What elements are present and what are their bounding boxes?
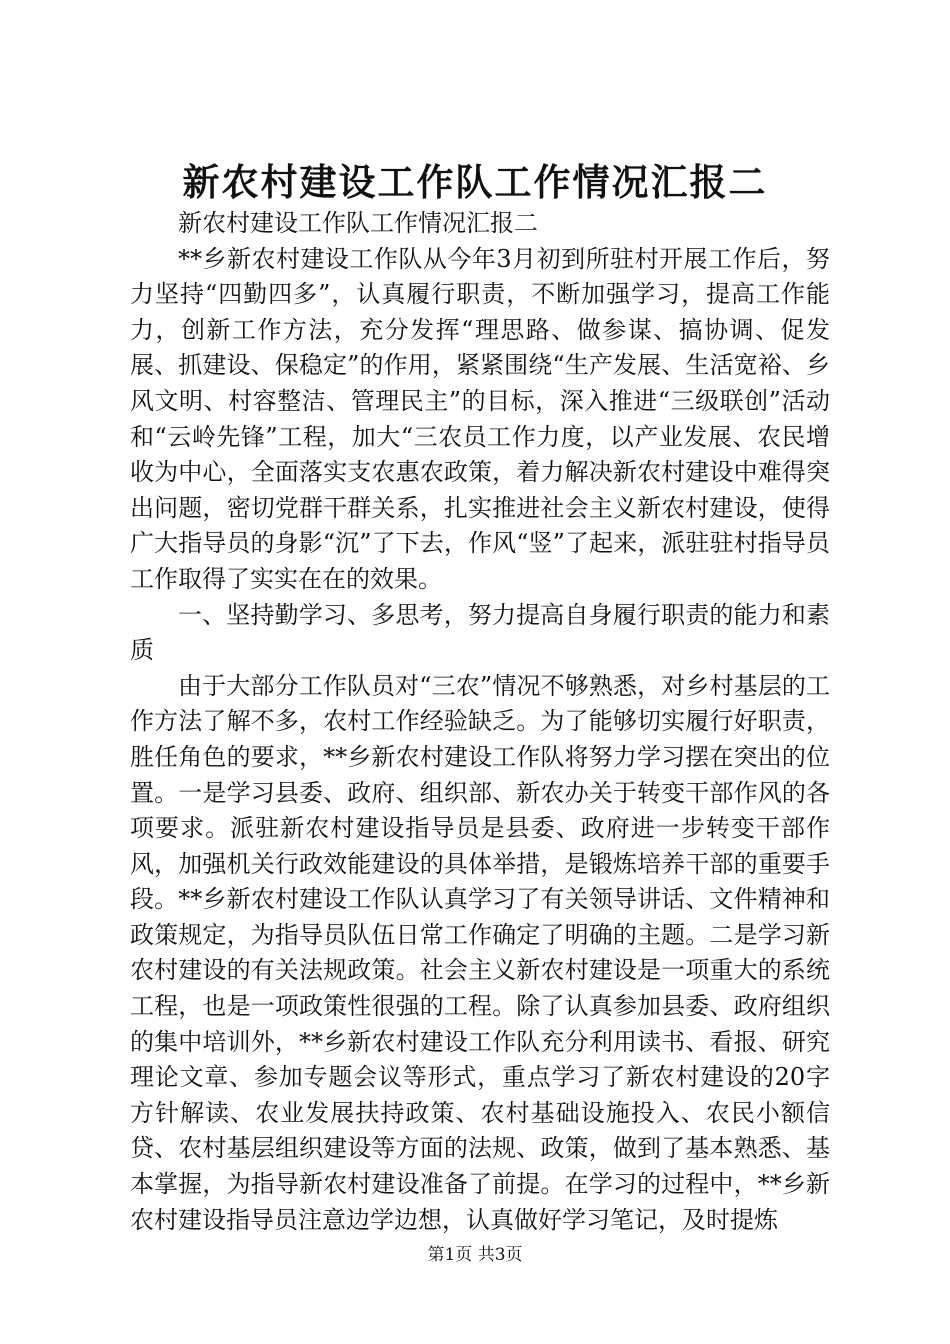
intro-paragraph: **乡新农村建设工作队从今年3月初到所驻村开展工作后，努力坚持“四勤四多”，认真履行职责，不断加强学习，提高工作能力，创新工作方法，充分发挥“理思路、做参谋、搞协调、促发展、抓建设、保稳定”的作用，紧紧围绕“生产发展、生活宽裕、乡风文明、村容整洁、管理民主”的目标，深入推进“三级联创”活动和“云岭先锋”工程，加大“三农员工作力度，以产业发展、农民增收为中心，全面落实支农惠农政策，着力解决新农村建设中难得突出问题，密切党群干群关系，扎实推进社会主义新农村建设，使得广大指导员的身影“沉”了下去，作风“竖”了起来，派驻驻村指导员工作取得了实实在在的效果。 [130,244,830,593]
section-paragraph: 由于大部分工作队员对“三农”情况不够熟悉，对乡村基层的工作方法了解不多，农村工作经验缺乏。为了能够切实履行好职责，胜任角色的要求，**乡新农村建设工作队将努力学习摆在突出的位置。一是学习县委、政府、组织部、新农办关于转变干部作风的各项要求。派驻新农村建设指导员是县委、政府进一步转变干部作风，加强机关行政效能建设的具体举措，是锻炼培养干部的重要手段。**乡新农村建设工作队认真学习了有关领导讲话、文件精神和政策规定，为指导员队伍日常工作确定了明确的主题。二是学习新农村建设的有关法规政策。社会主义新农村建设是一项重大的系统工程，也是一项政策性很强的工程。除了认真参加县委、政府组织的集中培训外，**乡新农村建设工作队充分利用读书、看报、研究理论文章、参加专题会议等形式，重点学习了新农村建设的20字方针解读、农业发展扶持政策、农村基础设施投入、农民小额信贷、农村基层组织建设等方面的法规、政策，做到了基本熟悉、基本掌握，为指导新农村建设准备了前提。在学习的过程中，**乡新农村建设指导员注意边学边想，认真做好学习笔记，及时提炼 [130,671,830,1234]
page-footer: 第1页 共3页 [427,1245,523,1265]
document-body [130,206,830,1238]
section-heading: 一、坚持勤学习、多思考，努力提高自身履行职责的能力和素质 [130,600,830,665]
document-title: 新农村建设工作队工作情况汇报二 [182,160,768,204]
subtitle-paragraph: 新农村建设工作队工作情况汇报二 [178,209,538,237]
